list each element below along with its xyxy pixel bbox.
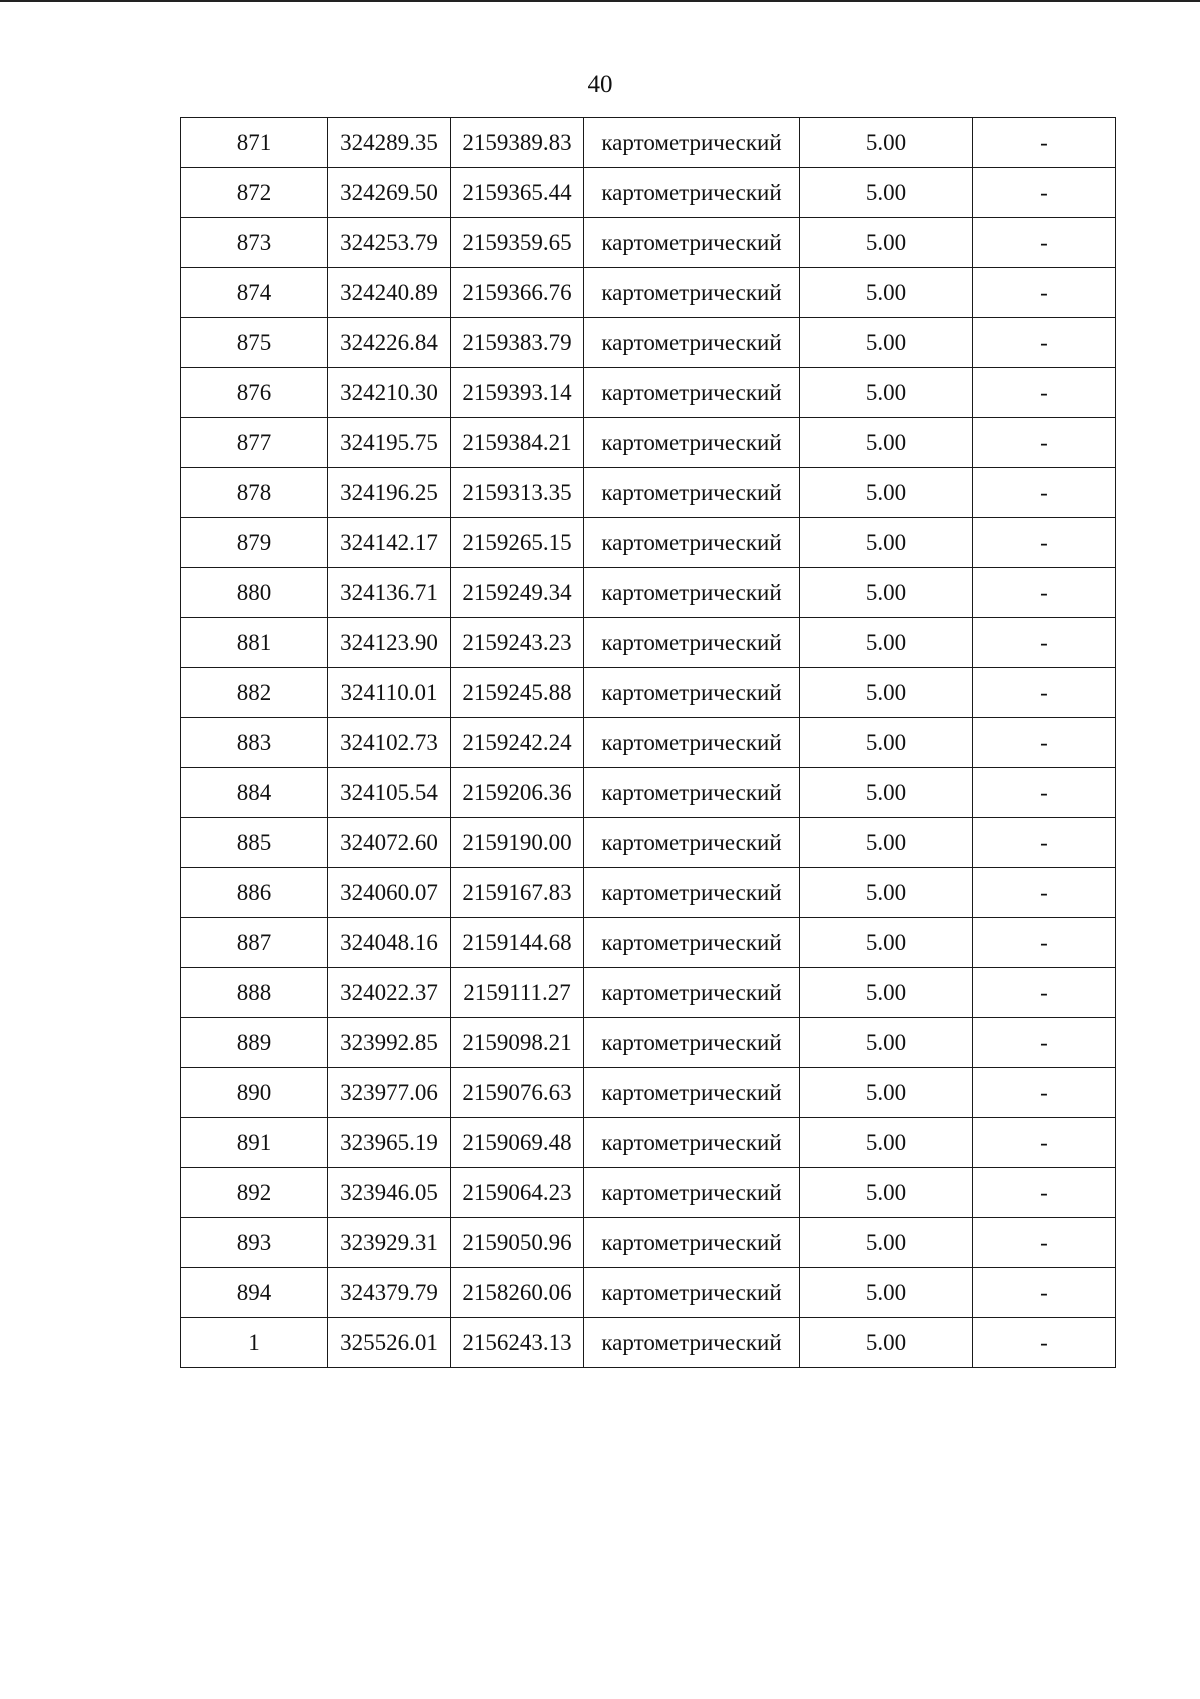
description-cell: -	[973, 118, 1116, 168]
table-row	[181, 1118, 1116, 1168]
description-cell: -	[973, 368, 1116, 418]
description-cell: -	[973, 1018, 1116, 1068]
method-cell: картометрический	[584, 1168, 800, 1218]
description-cell: -	[973, 418, 1116, 468]
y-coordinate-cell: 2159313.35	[451, 468, 584, 518]
table-row	[181, 368, 1116, 418]
description-cell: -	[973, 518, 1116, 568]
x-coordinate-cell: 324022.37	[328, 968, 451, 1018]
description-cell: -	[973, 268, 1116, 318]
point-number-cell: 884	[181, 768, 328, 818]
accuracy-cell: 5.00	[800, 568, 973, 618]
point-number-cell: 877	[181, 418, 328, 468]
y-coordinate-cell: 2159144.68	[451, 918, 584, 968]
y-coordinate-cell: 2159383.79	[451, 318, 584, 368]
table-row	[181, 1318, 1116, 1368]
table-row	[181, 268, 1116, 318]
point-number-cell: 871	[181, 118, 328, 168]
x-coordinate-cell: 323965.19	[328, 1118, 451, 1168]
description-cell: -	[973, 968, 1116, 1018]
x-coordinate-cell: 324072.60	[328, 818, 451, 868]
accuracy-cell: 5.00	[800, 918, 973, 968]
x-coordinate-cell: 323946.05	[328, 1168, 451, 1218]
y-coordinate-cell: 2159050.96	[451, 1218, 584, 1268]
point-number-cell: 885	[181, 818, 328, 868]
accuracy-cell: 5.00	[800, 1318, 973, 1368]
accuracy-cell: 5.00	[800, 718, 973, 768]
accuracy-cell: 5.00	[800, 518, 973, 568]
x-coordinate-cell: 323977.06	[328, 1068, 451, 1118]
y-coordinate-cell: 2159167.83	[451, 868, 584, 918]
x-coordinate-cell: 324048.16	[328, 918, 451, 968]
x-coordinate-cell: 324210.30	[328, 368, 451, 418]
table-row	[181, 568, 1116, 618]
y-coordinate-cell: 2159069.48	[451, 1118, 584, 1168]
description-cell: -	[973, 1118, 1116, 1168]
method-cell: картометрический	[584, 1018, 800, 1068]
y-coordinate-cell: 2159249.34	[451, 568, 584, 618]
point-number-cell: 887	[181, 918, 328, 968]
description-cell: -	[973, 468, 1116, 518]
x-coordinate-cell: 324289.35	[328, 118, 451, 168]
description-cell: -	[973, 218, 1116, 268]
x-coordinate-cell: 324110.01	[328, 668, 451, 718]
x-coordinate-cell: 324379.79	[328, 1268, 451, 1318]
description-cell: -	[973, 718, 1116, 768]
description-cell: -	[973, 1218, 1116, 1268]
x-coordinate-cell: 324240.89	[328, 268, 451, 318]
accuracy-cell: 5.00	[800, 768, 973, 818]
y-coordinate-cell: 2159359.65	[451, 218, 584, 268]
coordinates-table	[180, 117, 1116, 1368]
table-row	[181, 318, 1116, 368]
point-number-cell: 873	[181, 218, 328, 268]
x-coordinate-cell: 324102.73	[328, 718, 451, 768]
description-cell: -	[973, 918, 1116, 968]
x-coordinate-cell: 323992.85	[328, 1018, 451, 1068]
method-cell: картометрический	[584, 318, 800, 368]
accuracy-cell: 5.00	[800, 1168, 973, 1218]
accuracy-cell: 5.00	[800, 968, 973, 1018]
method-cell: картометрический	[584, 768, 800, 818]
y-coordinate-cell: 2159366.76	[451, 268, 584, 318]
point-number-cell: 876	[181, 368, 328, 418]
description-cell: -	[973, 868, 1116, 918]
accuracy-cell: 5.00	[800, 818, 973, 868]
method-cell: картометрический	[584, 168, 800, 218]
table-row	[181, 768, 1116, 818]
y-coordinate-cell: 2159384.21	[451, 418, 584, 468]
method-cell: картометрический	[584, 618, 800, 668]
table-row	[181, 418, 1116, 468]
accuracy-cell: 5.00	[800, 368, 973, 418]
method-cell: картометрический	[584, 1118, 800, 1168]
point-number-cell: 882	[181, 668, 328, 718]
point-number-cell: 893	[181, 1218, 328, 1268]
description-cell: -	[973, 1068, 1116, 1118]
accuracy-cell: 5.00	[800, 318, 973, 368]
table-row	[181, 718, 1116, 768]
point-number-cell: 1	[181, 1318, 328, 1368]
x-coordinate-cell: 324195.75	[328, 418, 451, 468]
y-coordinate-cell: 2159245.88	[451, 668, 584, 718]
y-coordinate-cell: 2159190.00	[451, 818, 584, 868]
table-row	[181, 1218, 1116, 1268]
method-cell: картометрический	[584, 118, 800, 168]
method-cell: картометрический	[584, 918, 800, 968]
method-cell: картометрический	[584, 468, 800, 518]
x-coordinate-cell: 324269.50	[328, 168, 451, 218]
method-cell: картометрический	[584, 668, 800, 718]
method-cell: картометрический	[584, 1318, 800, 1368]
table-row	[181, 1268, 1116, 1318]
point-number-cell: 886	[181, 868, 328, 918]
accuracy-cell: 5.00	[800, 418, 973, 468]
accuracy-cell: 5.00	[800, 1068, 973, 1118]
method-cell: картометрический	[584, 818, 800, 868]
y-coordinate-cell: 2156243.13	[451, 1318, 584, 1368]
y-coordinate-cell: 2159393.14	[451, 368, 584, 418]
method-cell: картометрический	[584, 368, 800, 418]
x-coordinate-cell: 325526.01	[328, 1318, 451, 1368]
table-row	[181, 1068, 1116, 1118]
description-cell: -	[973, 768, 1116, 818]
y-coordinate-cell: 2159243.23	[451, 618, 584, 668]
table-row	[181, 818, 1116, 868]
accuracy-cell: 5.00	[800, 118, 973, 168]
y-coordinate-cell: 2159111.27	[451, 968, 584, 1018]
table-row	[181, 918, 1116, 968]
accuracy-cell: 5.00	[800, 668, 973, 718]
description-cell: -	[973, 1168, 1116, 1218]
description-cell: -	[973, 168, 1116, 218]
y-coordinate-cell: 2159389.83	[451, 118, 584, 168]
table-row	[181, 168, 1116, 218]
point-number-cell: 881	[181, 618, 328, 668]
table-row	[181, 218, 1116, 268]
top-rule	[0, 0, 1200, 2]
method-cell: картометрический	[584, 418, 800, 468]
point-number-cell: 875	[181, 318, 328, 368]
method-cell: картометрический	[584, 568, 800, 618]
method-cell: картометрический	[584, 518, 800, 568]
y-coordinate-cell: 2159206.36	[451, 768, 584, 818]
y-coordinate-cell: 2159265.15	[451, 518, 584, 568]
x-coordinate-cell: 324226.84	[328, 318, 451, 368]
y-coordinate-cell: 2159242.24	[451, 718, 584, 768]
method-cell: картометрический	[584, 1268, 800, 1318]
description-cell: -	[973, 1318, 1116, 1368]
method-cell: картометрический	[584, 268, 800, 318]
description-cell: -	[973, 568, 1116, 618]
point-number-cell: 894	[181, 1268, 328, 1318]
accuracy-cell: 5.00	[800, 868, 973, 918]
accuracy-cell: 5.00	[800, 168, 973, 218]
x-coordinate-cell: 324105.54	[328, 768, 451, 818]
coordinates-table-body	[181, 118, 1116, 1368]
method-cell: картометрический	[584, 868, 800, 918]
point-number-cell: 888	[181, 968, 328, 1018]
description-cell: -	[973, 318, 1116, 368]
page-number: 40	[587, 71, 613, 98]
point-number-cell: 883	[181, 718, 328, 768]
accuracy-cell: 5.00	[800, 468, 973, 518]
method-cell: картометрический	[584, 968, 800, 1018]
point-number-cell: 890	[181, 1068, 328, 1118]
method-cell: картометрический	[584, 718, 800, 768]
x-coordinate-cell: 324253.79	[328, 218, 451, 268]
point-number-cell: 880	[181, 568, 328, 618]
accuracy-cell: 5.00	[800, 1118, 973, 1168]
x-coordinate-cell: 324123.90	[328, 618, 451, 668]
point-number-cell: 878	[181, 468, 328, 518]
x-coordinate-cell: 324196.25	[328, 468, 451, 518]
y-coordinate-cell: 2158260.06	[451, 1268, 584, 1318]
description-cell: -	[973, 1268, 1116, 1318]
y-coordinate-cell: 2159064.23	[451, 1168, 584, 1218]
accuracy-cell: 5.00	[800, 268, 973, 318]
point-number-cell: 879	[181, 518, 328, 568]
point-number-cell: 892	[181, 1168, 328, 1218]
table-row	[181, 468, 1116, 518]
accuracy-cell: 5.00	[800, 1268, 973, 1318]
method-cell: картометрический	[584, 1218, 800, 1268]
y-coordinate-cell: 2159365.44	[451, 168, 584, 218]
x-coordinate-cell: 323929.31	[328, 1218, 451, 1268]
table-row	[181, 518, 1116, 568]
point-number-cell: 891	[181, 1118, 328, 1168]
point-number-cell: 874	[181, 268, 328, 318]
accuracy-cell: 5.00	[800, 218, 973, 268]
table-row	[181, 668, 1116, 718]
method-cell: картометрический	[584, 218, 800, 268]
y-coordinate-cell: 2159098.21	[451, 1018, 584, 1068]
description-cell: -	[973, 668, 1116, 718]
accuracy-cell: 5.00	[800, 1218, 973, 1268]
table-row	[181, 618, 1116, 668]
table-row	[181, 1018, 1116, 1068]
description-cell: -	[973, 618, 1116, 668]
table-row	[181, 1168, 1116, 1218]
accuracy-cell: 5.00	[800, 1018, 973, 1068]
y-coordinate-cell: 2159076.63	[451, 1068, 584, 1118]
description-cell: -	[973, 818, 1116, 868]
x-coordinate-cell: 324142.17	[328, 518, 451, 568]
point-number-cell: 872	[181, 168, 328, 218]
table-row	[181, 118, 1116, 168]
method-cell: картометрический	[584, 1068, 800, 1118]
point-number-cell: 889	[181, 1018, 328, 1068]
x-coordinate-cell: 324060.07	[328, 868, 451, 918]
table-row	[181, 868, 1116, 918]
table-row	[181, 968, 1116, 1018]
x-coordinate-cell: 324136.71	[328, 568, 451, 618]
accuracy-cell: 5.00	[800, 618, 973, 668]
